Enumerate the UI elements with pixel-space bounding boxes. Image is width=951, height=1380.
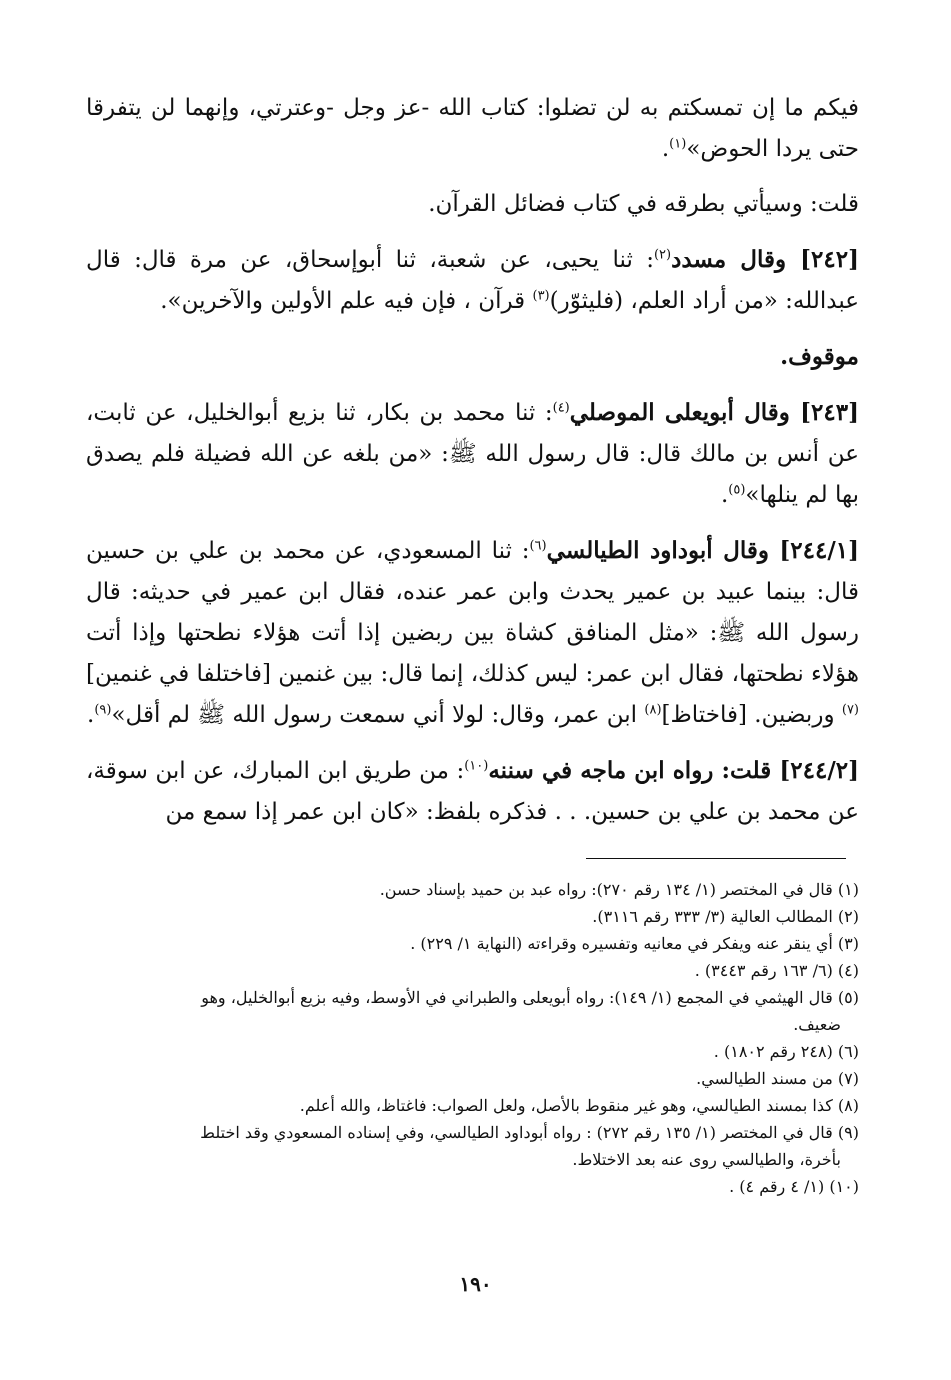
footnote-continuation: بأخرة، والطيالسي روى عنه بعد الاختلاط.	[572, 1150, 841, 1169]
footnote-continuation: ضعيف.	[793, 1015, 841, 1034]
footnote-ref: (٥)	[728, 482, 746, 498]
paragraph	[86, 392, 859, 516]
entry-heading: [٢٤٤/٢] قلت: رواه ابن ماجه في سننه	[488, 757, 859, 784]
footnote-ref: (٨)	[644, 702, 662, 718]
footnote: (٣) أي ينقر عنه ويفكر في معانيه وتفسيره وقراءته (النهاية ١/ ٢٢٩) .	[410, 934, 859, 953]
paragraph	[86, 88, 859, 170]
footnote: (٨) كذا بمسند الطيالسي، وهو غير منقوط بالأصل، ولعل الصواب: فاغتاظ، والله أعلم.	[299, 1096, 859, 1115]
footnote-separator	[586, 858, 846, 859]
paragraph	[86, 336, 859, 378]
footnote-ref: (٧)	[841, 702, 859, 718]
entry-heading: [٢٤٣] وقال أبويعلى الموصلي	[569, 399, 859, 426]
entry-heading: [٢٤٤/١] وقال أبوداود الطيالسي	[546, 537, 859, 564]
footnote: (٩) قال في المختصر (١/ ١٣٥ رقم ٢٧٢) : رواه أبوداود الطيالسي، وفي إسناده المسعودي وقد اختلط	[200, 1123, 859, 1142]
paragraph	[86, 184, 859, 225]
paragraph	[86, 750, 859, 833]
footnote-ref: (٢)	[653, 247, 672, 263]
footnote-ref: (٤)	[552, 400, 570, 416]
footnote: (٥) قال الهيثمي في المجمع (١/ ١٤٩): رواه أبويعلى والطبراني في الأوسط، وفيه بزيع أبوالخليل، وهو	[201, 988, 859, 1007]
text-run: ابن عمر، وقال: لولا أني سمعت رسول الله ﷺ لم أقل»	[111, 702, 645, 728]
text-run: قلت: وسيأتي بطرقه في كتاب فضائل القرآن.	[428, 191, 859, 217]
entry-heading: موقوف.	[780, 343, 859, 370]
footnote-ref: (٦)	[529, 538, 547, 554]
footnotes	[90, 876, 859, 1200]
text-run: وربضين. [فاختاظ]	[661, 702, 842, 728]
footnote: (٦) (٢٤٨ رقم ١٨٠٢) .	[713, 1042, 859, 1061]
main-text	[86, 88, 859, 833]
text-run: : ثنا المسعودي، عن محمد بن علي بن حسين قال: بينما عبيد بن عمير يحدث وابن عمر عنده، فقال ابن عمير في حديثه: قال رسول الله ﷺ: «مثل المنافق كشاة بين ربضين إذا أتت هؤلاء نطحتها وإذا أتت هؤلاء نطحتها، فقال ابن عمر: ليس كذلك، إنما قال: بين غنمين [فاختلفا في غنمين]	[86, 538, 859, 687]
footnote: (١٠) (١/ ٤ رقم ٤) .	[729, 1177, 859, 1196]
footnote-ref: (١٠)	[464, 758, 489, 774]
footnote-ref: (١)	[669, 136, 687, 152]
paragraph	[86, 239, 859, 322]
text-run: : ثنا محمد بن بكار، ثنا بزيع أبوالخليل، عن ثابت، عن أنس بن مالك قال: قال رسول الله ﷺ: «من بلغه عن الله فضيلة فلم يصدق بها لم ينلها»	[86, 400, 859, 508]
footnote: (٤) (٦/ ١٦٣ رقم ٣٤٤٣) .	[694, 961, 859, 980]
page-number: ١٩٠	[459, 1272, 492, 1296]
footnote: (١) قال في المختصر (١/ ١٣٤ رقم ٢٧٠): رواه عبد بن حميد بإسناد حسن.	[379, 880, 859, 899]
text-run: .	[661, 136, 670, 162]
paragraph	[86, 530, 859, 736]
entry-heading: [٢٤٢] وقال مسدد	[671, 246, 859, 273]
footnote-ref: (٩)	[94, 702, 112, 718]
footnote: (٧) من مسند الطيالسي.	[696, 1069, 859, 1088]
text-run: : من طريق ابن المبارك، عن ابن سوقة، عن محمد بن علي بن حسين. . . فذكره بلفظ: «كان ابن عمر إذا سمع من	[86, 758, 859, 825]
text-run: فيكم ما إن تمسكتم به لن تضلوا: كتاب الله -عز وجل -وعترتي، وإنهما لن يتفرقا حتى يردا الحوض»	[86, 95, 859, 162]
footnote: (٢) المطالب العالية (٣/ ٣٣٣ رقم ٣١١٦).	[592, 907, 859, 926]
footnote-ref: (٣)	[532, 288, 550, 304]
text-run: قرآن ، فإن فيه علم الأولين والآخرين».	[160, 288, 533, 314]
text-run: .	[720, 482, 729, 508]
text-run: .	[87, 702, 95, 728]
text-run: : ثنا يحيى، عن شعبة، ثنا أبوإسحاق، عن مرة قال: قال عبدالله: «من أراد العلم، (فليثوّر)	[86, 247, 859, 314]
